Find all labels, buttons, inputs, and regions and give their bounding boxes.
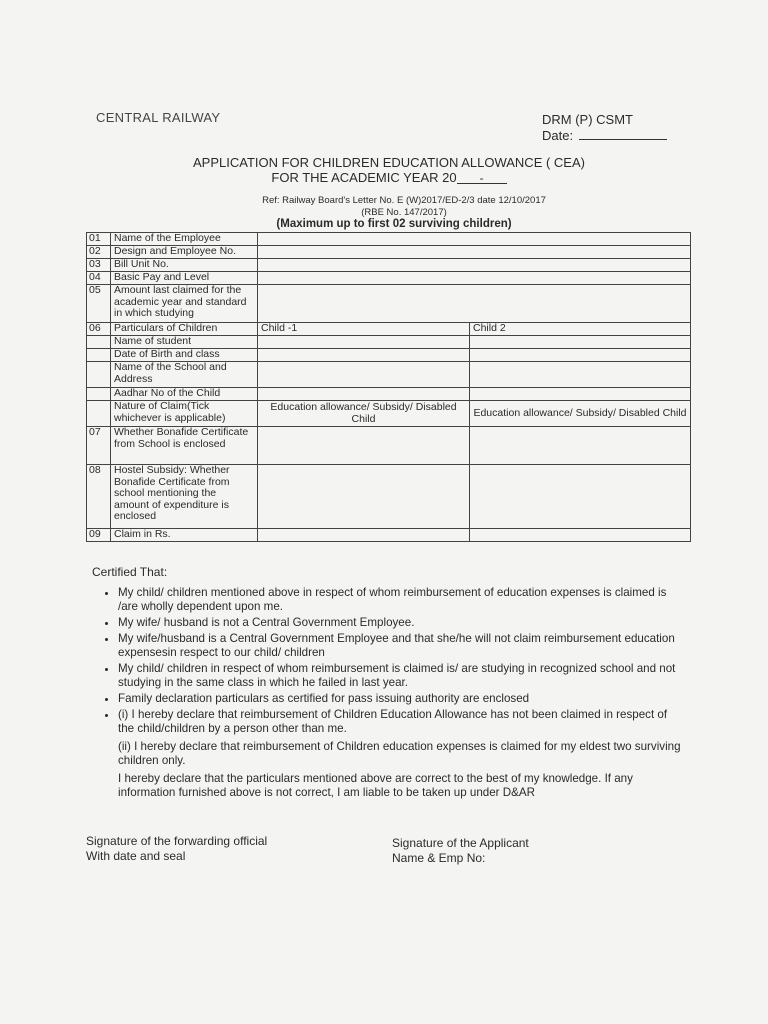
row-number: 08	[87, 465, 111, 529]
child-1-school[interactable]	[258, 362, 470, 388]
child-2-dob-class[interactable]	[470, 349, 691, 362]
reference-letter: Ref: Railway Board's Letter No. E (W)2017/ED-2/3 date 12/10/2017	[262, 195, 546, 206]
row-label: Hostel Subsidy: Whether Bonafide Certificate from school mentioning the amount of expenditure is enclosed	[111, 465, 258, 529]
row-label: Design and Employee No.	[111, 246, 258, 259]
child-1-aadhar[interactable]	[258, 388, 470, 401]
organization-name: CENTRAL RAILWAY	[96, 110, 221, 125]
row-number: 07	[87, 427, 111, 465]
list-item: • Family declaration particulars as certified for pass issuing authority are enclosed	[118, 692, 683, 706]
table-row	[87, 246, 691, 259]
declaration-ii: (ii) I hereby declare that reimbursement of Children education expenses is claimed for my eldest two surviving children only.	[118, 740, 681, 767]
list-item: • My wife/husband is a Central Government Employee and that she/he will not claim reimbursement education expensesin respect to our child/ children	[118, 632, 683, 660]
forwarding-signature-label: Signature of the forwarding official	[86, 834, 268, 848]
row-label: Basic Pay and Level	[111, 272, 258, 285]
list-item	[118, 708, 683, 800]
child-2-student-name[interactable]	[470, 336, 691, 349]
table-row	[87, 272, 691, 285]
row-label: Date of Birth and class	[111, 349, 258, 362]
table-row	[87, 427, 691, 465]
child-2-school[interactable]	[470, 362, 691, 388]
academic-year-line	[0, 170, 768, 185]
designation-cell[interactable]	[258, 246, 691, 259]
last-claim-cell[interactable]	[258, 285, 691, 323]
employee-name-cell[interactable]	[258, 233, 691, 246]
table-row	[87, 529, 691, 542]
academic-year-blank[interactable]: -	[457, 173, 507, 184]
date-field	[542, 128, 667, 143]
row-label: Whether Bonafide Certificate from School is enclosed	[111, 427, 258, 465]
row-label: Name of student	[111, 336, 258, 349]
row-number	[87, 362, 111, 388]
row-label: Particulars of Children	[111, 323, 258, 336]
row-label: Amount last claimed for the academic year and standard in which studying	[111, 285, 258, 323]
table-row	[87, 323, 691, 336]
declaration-i: • (i) I hereby declare that reimbursement of Children Education Allowance has not been claimed in respect of the child/children by a person other than me.	[118, 708, 668, 735]
row-number: 05	[87, 285, 111, 323]
list-item: • My child/ children in respect of whom reimbursement is claimed is/ are studying in recognized school and not studying in the same class in which he failed in last year.	[118, 662, 683, 690]
row-label: Claim in Rs.	[111, 529, 258, 542]
table-row	[87, 465, 691, 529]
child-2-claim-amount[interactable]	[470, 529, 691, 542]
reference-rbe: (RBE No. 147/2017)	[361, 207, 447, 218]
row-number	[87, 336, 111, 349]
academic-year-label: FOR THE ACADEMIC YEAR 20	[271, 170, 457, 185]
child-1-hostel[interactable]	[258, 465, 470, 529]
row-label: Aadhar No of the Child	[111, 388, 258, 401]
application-form-table	[86, 232, 691, 542]
row-number: 09	[87, 529, 111, 542]
table-row	[87, 362, 691, 388]
certified-heading: Certified That:	[92, 565, 168, 579]
table-row	[87, 336, 691, 349]
table-row	[87, 259, 691, 272]
date-blank-line[interactable]	[579, 129, 667, 140]
declaration-final: I hereby declare that the particulars mentioned above are correct to the best of my knowledge. If any information furnished above is not correct, I am liable to be taken up under D&AR	[118, 772, 633, 799]
child-1-student-name[interactable]	[258, 336, 470, 349]
row-number: 03	[87, 259, 111, 272]
row-number: 04	[87, 272, 111, 285]
applicant-signature-label: Signature of the Applicant	[392, 836, 529, 850]
child-2-bonafide[interactable]	[470, 427, 691, 465]
row-number: 02	[87, 246, 111, 259]
child-1-dob-class[interactable]	[258, 349, 470, 362]
child-1-claim-nature[interactable]: Education allowance/ Subsidy/ Disabled Child	[258, 401, 470, 427]
table-row	[87, 388, 691, 401]
date-label: Date:	[542, 128, 574, 143]
row-number: 01	[87, 233, 111, 246]
bill-unit-cell[interactable]	[258, 259, 691, 272]
child-1-bonafide[interactable]	[258, 427, 470, 465]
table-row	[87, 233, 691, 246]
row-number	[87, 349, 111, 362]
max-children-note: (Maximum up to first 02 surviving children)	[276, 218, 512, 230]
child-2-claim-nature[interactable]: Education allowance/ Subsidy/ Disabled Child	[470, 401, 691, 427]
applicant-name-label: Name & Emp No:	[392, 851, 486, 865]
forwarding-seal-label: With date and seal	[86, 849, 186, 863]
child-2-aadhar[interactable]	[470, 388, 691, 401]
child-2-header: Child 2	[470, 323, 691, 336]
row-label: Nature of Claim(Tick whichever is applicable)	[111, 401, 258, 427]
form-title: APPLICATION FOR CHILDREN EDUCATION ALLOWANCE ( CEA)	[193, 155, 585, 170]
certification-list	[104, 586, 683, 802]
list-item: • My wife/ husband is not a Central Government Employee.	[118, 616, 683, 630]
child-2-hostel[interactable]	[470, 465, 691, 529]
list-item: • My child/ children mentioned above in respect of whom reimbursement of education expenses is claimed is /are wholly dependent upon me.	[118, 586, 683, 614]
child-1-claim-amount[interactable]	[258, 529, 470, 542]
row-label: Name of the School and Address	[111, 362, 258, 388]
row-number	[87, 388, 111, 401]
row-label: Name of the Employee	[111, 233, 258, 246]
row-number: 06	[87, 323, 111, 336]
child-1-header: Child -1	[258, 323, 470, 336]
office-name: DRM (P) CSMT	[542, 112, 633, 127]
table-row	[87, 349, 691, 362]
basic-pay-cell[interactable]	[258, 272, 691, 285]
row-number	[87, 401, 111, 427]
table-row	[87, 285, 691, 323]
row-label: Bill Unit No.	[111, 259, 258, 272]
table-row	[87, 401, 691, 427]
